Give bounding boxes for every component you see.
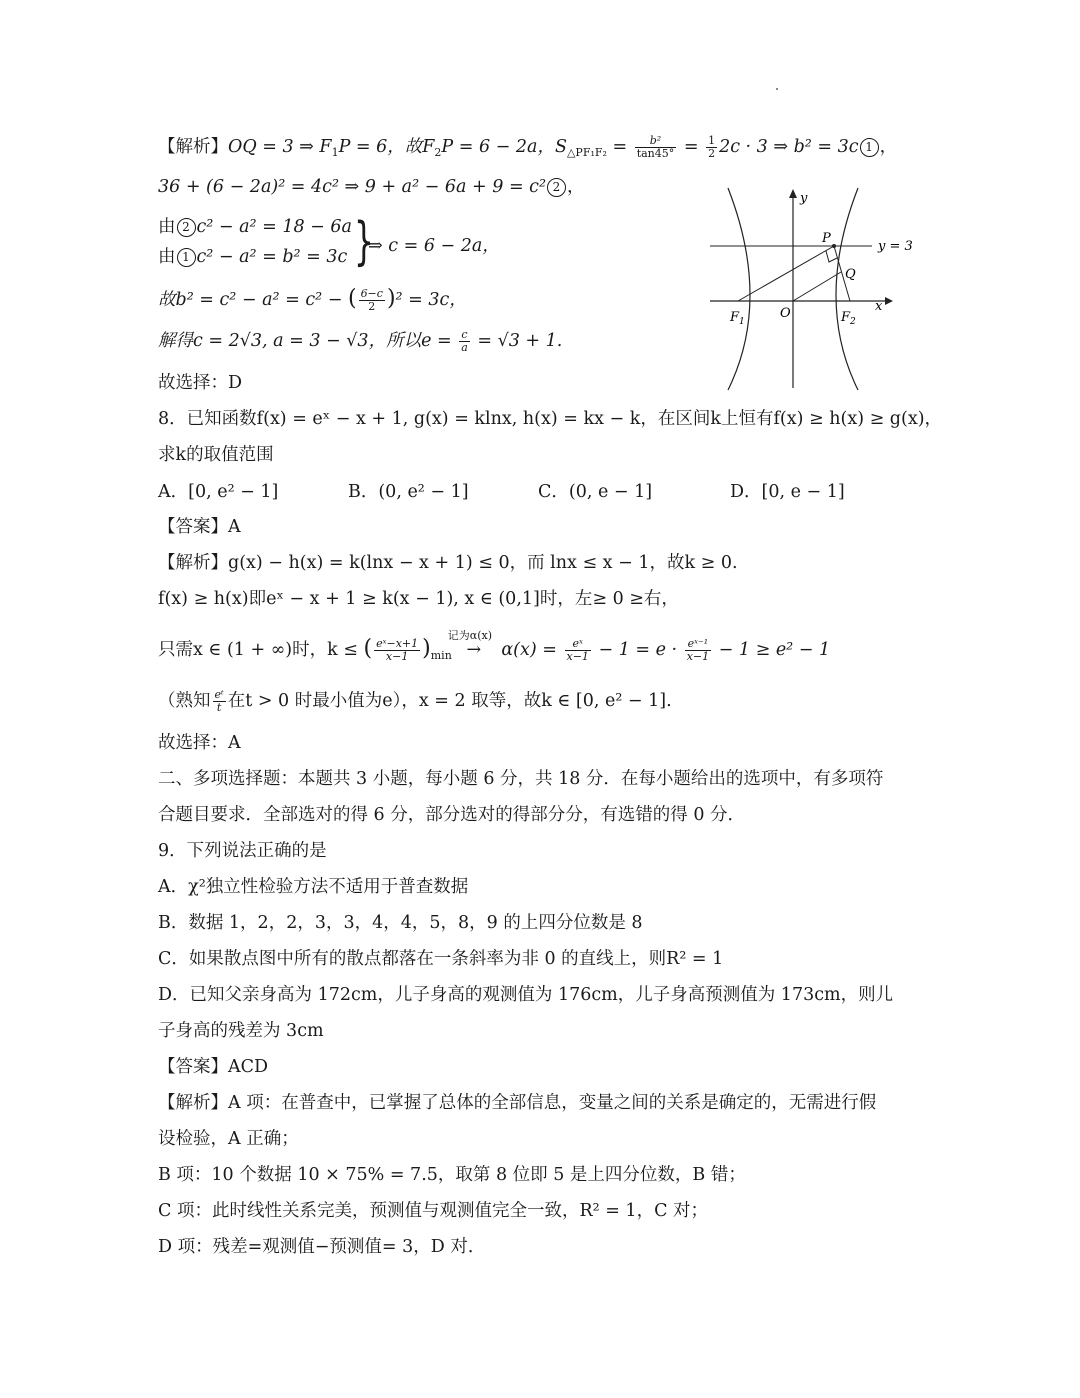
question-9-option-d: D．已知父亲身高为 172cm，儿子身高的观测值为 176cm，儿子身高预测值为 173cm，则儿 <box>158 985 894 1005</box>
question-9-solution-2: 设检验，A 正确； <box>158 1129 299 1149</box>
label-f1 <box>729 310 745 327</box>
circled-number: 2 <box>177 218 196 237</box>
question-9-option-a: A．χ²独立性检验方法不适用于普查数据 <box>158 877 469 897</box>
paren: ( <box>363 636 373 661</box>
x-axis-label: x <box>875 299 883 314</box>
fraction <box>374 638 420 663</box>
solution-label: 【解析】 <box>158 137 228 157</box>
fraction <box>359 288 385 313</box>
system-row-1 <box>158 212 352 242</box>
fraction-denominator: x−1 <box>686 650 710 663</box>
fraction <box>685 638 711 663</box>
arrow: → <box>466 640 482 660</box>
math-text: 只需x ∈ (1 + ∞)时，k ≤ <box>158 640 364 660</box>
circled-number: 1 <box>177 248 196 267</box>
fraction-numerator: eˣ <box>565 638 591 651</box>
system-result: ⇒ c = 6 − 2a， <box>368 236 500 256</box>
fraction-denominator: 2 <box>708 147 716 160</box>
question-9-solution-3: B 项：10 个数据 10 × 75% = 7.5，取第 8 位即 5 是上四分位数，B 错； <box>158 1165 746 1185</box>
question-9-solution-1: 【解析】A 项：在普查中，已掌握了总体的全部信息，变量之间的关系是确定的，无需进行假 <box>158 1093 877 1113</box>
math-text: − 1 ≥ e² − 1 <box>713 640 831 660</box>
question-8-solution-1: 【解析】g(x) − h(x) = k(lnx − x + 1) ≤ 0，而 lnx ≤ x − 1，故k ≥ 0. <box>158 553 738 573</box>
option-d: D．[0, e − 1] <box>730 482 845 502</box>
question-9-option-c: C．如果散点图中所有的散点都落在一条斜率为非 0 的直线上，则R² = 1 <box>158 949 724 969</box>
label-f2-text: F <box>841 310 851 325</box>
fraction-denominator: t <box>216 701 222 714</box>
solution-line-1 <box>158 134 897 160</box>
math-text: 解得c = 2√3, a = 3 − √3，所以e = <box>158 331 458 351</box>
fraction-numerator: c <box>459 329 470 342</box>
option-a: A．[0, e² − 1] <box>158 482 279 502</box>
segment-f1-p <box>738 246 834 301</box>
text: 在t > 0 时最小值为e），x = 2 取等，故k ∈ [0, e² − 1]. <box>227 691 672 711</box>
subscript: 1 <box>331 146 339 159</box>
question-9-option-d-cont: 子身高的残差为 3cm <box>158 1021 324 1041</box>
fraction <box>706 135 717 160</box>
question-8-final: 故选择：A <box>158 733 241 753</box>
math-text: P = 6 − 2a，S <box>441 137 567 157</box>
fraction-numerator: eᵗ <box>214 688 224 701</box>
math-text: 36 + (6 − 2a)² = 4c² ⇒ 9 + a² − 6a + 9 = c² <box>158 177 546 197</box>
circled-number: 2 <box>547 178 566 197</box>
fraction-denominator: 2 <box>368 300 376 313</box>
arrow-note: 记为α(x) <box>447 629 493 642</box>
solution-line-5 <box>158 328 562 354</box>
equals: = <box>678 137 705 157</box>
scan-dot <box>776 88 778 90</box>
segment-o-q <box>793 272 841 301</box>
label-o: O <box>780 306 791 321</box>
question-9-solution-5: D 项：残差=观测值−预测值= 3，D 对． <box>158 1237 486 1257</box>
line-y-3-label: y = 3 <box>878 239 913 254</box>
question-9-option-b: B．数据 1，2，2，3，3，4，4，5，8，9 的上四分位数是 8 <box>158 913 643 933</box>
math-text: 故b² = c² − a² = c² − <box>158 290 348 310</box>
y-axis-label: y <box>800 191 808 206</box>
punctuation: ， <box>879 137 898 157</box>
point-p <box>832 244 836 248</box>
subscript: △PF₁F₂ <box>566 146 607 159</box>
option-b: B．(0, e² − 1] <box>348 482 469 502</box>
question-9-answer: 【答案】ACD <box>158 1057 269 1077</box>
paren: ) <box>386 286 396 311</box>
section-2-header: 二、多项选择题：本题共 3 小题，每小题 6 分，共 18 分．在每小题给出的选项中，有多项符 <box>158 769 884 789</box>
punctuation: ， <box>567 177 585 197</box>
hyperbola-figure <box>700 180 930 395</box>
question-8-answer: 【答案】A <box>158 517 241 537</box>
math-text: = √3 + 1. <box>471 331 563 351</box>
fraction-denominator: tan45° <box>636 147 675 160</box>
circled-number: 1 <box>860 138 879 157</box>
math-text: ² = 3c， <box>395 290 467 310</box>
math-text: c² − a² = b² = 3c <box>196 247 348 267</box>
fraction-denominator: x−1 <box>566 650 589 663</box>
equals: = <box>606 137 633 157</box>
subscript: 2 <box>434 146 442 159</box>
fraction <box>213 689 226 714</box>
section-2-header-cont: 合题目要求．全部选对的得 6 分，部分选对的得部分分，有选错的得 0 分． <box>158 805 746 825</box>
label-f1-text: F <box>730 310 740 325</box>
fraction-numerator: b² <box>635 135 677 148</box>
question-9-stem: 9．下列说法正确的是 <box>158 841 327 861</box>
arrow-with-note <box>447 629 496 663</box>
fraction-numerator: 6−c <box>360 287 383 300</box>
label-f2 <box>840 310 856 327</box>
fraction <box>635 135 677 160</box>
label-p: P <box>822 231 831 246</box>
y-arrow <box>789 189 797 198</box>
question-9-solution-4: C 项：此时线性关系完美，预测值与观测值完全一致，R² = 1，C 对； <box>158 1201 709 1221</box>
text: 由 <box>158 247 176 267</box>
fraction <box>459 329 470 354</box>
math-text: − 1 = e · <box>592 640 683 660</box>
fraction-denominator: a <box>461 341 468 354</box>
system-row-2 <box>158 242 352 272</box>
label-q: Q <box>845 267 856 282</box>
right-brace: } <box>354 212 374 272</box>
subscript-min: min <box>430 649 452 662</box>
question-8-stem: 8．已知函数f(x) = eˣ − x + 1, g(x) = klnx, h(x) = kx − k，在区间k上恒有f(x) ≥ h(x) ≥ g(x)， <box>158 409 943 429</box>
label-f2-sub: 2 <box>850 317 856 327</box>
fraction-numerator: 1 <box>708 134 716 147</box>
answer-choice-d: 故选择：D <box>158 373 243 393</box>
fraction-numerator: eˣ⁻¹ <box>685 638 711 651</box>
fraction <box>565 638 591 663</box>
math-text: OQ = 3 ⇒ F <box>228 137 332 157</box>
question-8-solution-2: f(x) ≥ h(x)即eˣ − x + 1 ≥ k(x − 1), x ∈ (0,1]时，左≥ 0 ≥右， <box>158 589 679 609</box>
fraction-denominator: x−1 <box>385 650 409 663</box>
math-text: α(x) = <box>495 640 563 660</box>
option-c: C．(0, e − 1] <box>538 482 653 502</box>
question-8-solution-3 <box>158 629 831 663</box>
x-arrow <box>885 297 893 305</box>
fraction-numerator: eˣ−x+1 <box>376 637 419 650</box>
solution-line-4 <box>158 286 467 313</box>
math-text: P = 6，故F <box>338 137 435 157</box>
brace-system <box>158 212 500 272</box>
text: 由 <box>158 217 176 237</box>
solution-line-2 <box>158 174 585 200</box>
math-text: c² − a² = 18 − 6a <box>196 217 352 237</box>
math-text: 2c · 3 ⇒ b² = 3c <box>719 137 859 157</box>
left-branch <box>728 188 750 390</box>
right-angle-mark <box>826 251 837 262</box>
question-8-stem-cont: 求k的取值范围 <box>158 445 274 465</box>
question-8-solution-4 <box>158 688 672 714</box>
text: （熟知 <box>158 691 211 711</box>
paren: ( <box>347 286 357 311</box>
paren: ) <box>422 636 431 661</box>
label-f1-sub: 1 <box>739 317 745 327</box>
